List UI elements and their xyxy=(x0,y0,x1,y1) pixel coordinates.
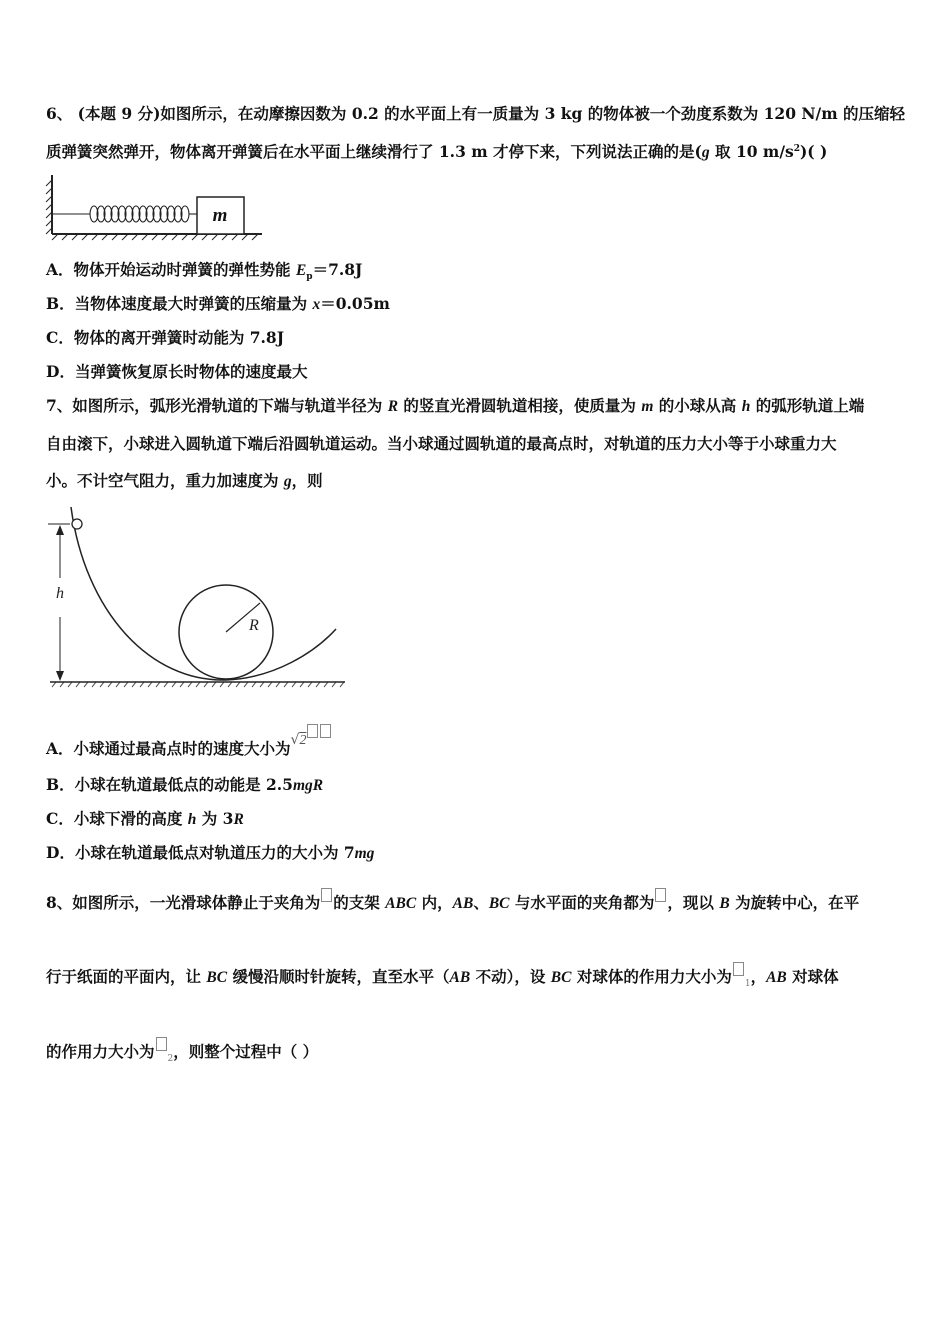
q7-stem-line3: 小。不计空气阻力，重力加速度为 g，则 xyxy=(46,471,323,490)
sqrt-expression: √2 xyxy=(291,724,333,749)
q7-option-d[interactable]: D．小球在轨道最低点对轨道压力的大小为 7mg xyxy=(46,843,375,862)
q7-option-a[interactable]: A．小球通过最高点时的速度大小为√2 xyxy=(46,724,332,759)
missing-glyph-icon xyxy=(655,888,666,902)
q6-option-b[interactable]: B．当物体速度最大时弹簧的压缩量为 x＝0.05m xyxy=(46,294,390,313)
spring-block-figure xyxy=(44,170,269,245)
block-label: m xyxy=(212,205,228,226)
q6-stem-line2: 质弹簧突然弹开，物体离开弹簧后在水平面上继续滑行了 1.3 m 才停下来，下列说法正确的是(g 取 10 $m/s^2$)( ) xyxy=(46,142,828,161)
q8-stem-line3: 的作用力大小为 $_2$，则整个过程中（ ） xyxy=(46,1037,318,1064)
missing-glyph-icon xyxy=(320,724,331,738)
loop-track-figure xyxy=(40,502,355,697)
q8-stem-line2: 行于纸面的平面内，让 BC 缓慢沿顺时针旋转，直至水平（AB 不动），设 BC 对球体的作用力大小为 $_1$，AB 对球体 xyxy=(46,962,839,989)
spring-icon xyxy=(52,206,197,222)
q8-stem-line1: 8、如图所示，一光滑球体静止于夹角为 的支架 ABC 内，AB、BC 与水平面的夹角都为 ，现以 B 为旋转中心，在平 xyxy=(46,888,859,913)
missing-glyph-icon xyxy=(321,888,332,902)
q6-stem-line1: 6、 (本题 9 分)如图所示，在动摩擦因数为 0.2 的水平面上有一质量为 3 kg 的物体被一个劲度系数为 120 N/m 的压缩轻 xyxy=(46,104,906,123)
height-label: h xyxy=(56,585,64,602)
q6-option-a[interactable]: A．物体开始运动时弹簧的弹性势能 $E_p=7.8J$ xyxy=(46,260,363,283)
arc-track xyxy=(71,507,336,680)
missing-glyph-icon xyxy=(733,962,744,976)
q7-stem-line1: 7、如图所示，弧形光滑轨道的下端与轨道半径为 R 的竖直光滑圆轨道相接，使质量为 m 的小球从高 h 的弧形轨道上端 xyxy=(46,396,865,415)
ball xyxy=(72,519,82,529)
q6-option-d[interactable]: D．当弹簧恢复原长时物体的速度最大 xyxy=(46,362,308,381)
q7-option-b[interactable]: B．小球在轨道最低点的动能是 2.5mgR xyxy=(46,775,324,794)
missing-glyph-icon xyxy=(156,1037,167,1051)
missing-glyph-icon xyxy=(307,724,318,738)
q7-stem-line2: 自由滚下，小球进入圆轨道下端后沿圆轨道运动。当小球通过圆轨道的最高点时，对轨道的压力大小等于小球重力大 xyxy=(46,434,837,453)
q7-option-c[interactable]: C．小球下滑的高度 h 为 3R xyxy=(46,809,244,828)
radius-label: R xyxy=(249,617,259,634)
q6-option-c[interactable]: C．物体的离开弹簧时动能为 7.8J xyxy=(46,328,285,347)
